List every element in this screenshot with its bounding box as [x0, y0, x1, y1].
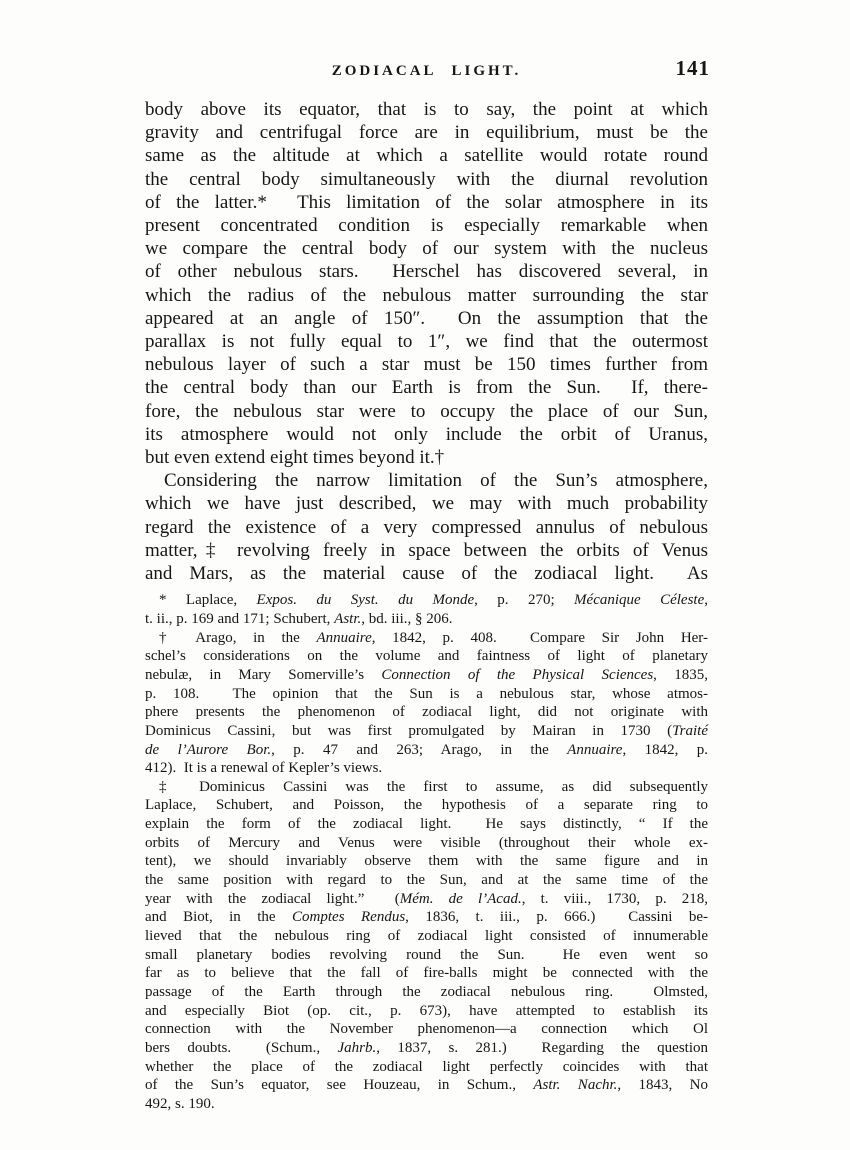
text-line	[145, 1020, 708, 1039]
text-segment: far as to believe that the fall of fire-balls might be connected with the	[145, 965, 708, 982]
text-line	[145, 908, 708, 927]
text-segment: bers doubts. (Schum.,	[145, 1040, 338, 1057]
text-line	[145, 703, 708, 722]
italic-text: Mécanique Céleste	[574, 592, 705, 609]
italic-text: Jahrb.	[337, 1040, 377, 1057]
text-segment: t. ii., p. 169 and 171; Schubert,	[145, 610, 335, 627]
text-line	[145, 1039, 708, 1058]
text-line	[145, 629, 708, 648]
text-segment: , bd. iii., § 206.	[361, 610, 453, 627]
text-segment: , t. viii., 1730, p. 218,	[521, 890, 708, 907]
text-segment: explain the form of the zodiacal light. He says distinctly, “ If the	[145, 816, 708, 833]
text-segment: tent), we should invariably observe them with the same figure and in	[145, 853, 708, 870]
text-line	[145, 98, 708, 121]
text-segment: small planetary bodies revolving round the Sun. He even went so	[145, 946, 708, 963]
text-segment: 492, s. 190.	[145, 1095, 215, 1112]
text-line	[145, 871, 708, 890]
text-line	[145, 796, 708, 815]
text-segment: matter,‡ revolving freely in space between the orbits of Venus	[145, 539, 708, 561]
text-line	[145, 666, 708, 685]
body-text	[145, 98, 708, 585]
text-segment: regard the existence of a very compressed annulus of nebulous	[145, 516, 708, 538]
paragraph	[145, 469, 708, 585]
text-segment: whether the place of the zodiacal light perfectly coincides with that	[145, 1058, 708, 1075]
text-line	[145, 469, 708, 492]
text-line	[145, 722, 708, 741]
text-segment: , 1843, No	[617, 1077, 708, 1094]
text-segment: appeared at an angle of 150″. On the assumption that the	[145, 307, 708, 329]
text-line	[145, 423, 708, 446]
text-line	[145, 1058, 708, 1077]
text-line	[145, 685, 708, 704]
text-line	[145, 330, 708, 353]
text-segment: same as the altitude at which a satellite would rotate round	[145, 145, 708, 167]
paragraph	[145, 629, 708, 778]
text-segment: ,	[704, 592, 708, 609]
text-segment: connection with the November phenomenon—a connection which Ol	[145, 1021, 708, 1038]
text-segment: passage of the Earth through the zodiacal nebulous ring. Olmsted,	[145, 984, 708, 1001]
text-line	[145, 1002, 708, 1021]
text-segment: Laplace, Schubert, and Poisson, the hypothesis of a separate ring to	[145, 797, 708, 814]
text-line	[145, 964, 708, 983]
text-segment: p. 108. The opinion that the Sun is a nebulous star, whose atmos-	[145, 685, 708, 702]
text-line	[145, 1076, 708, 1095]
text-segment: , 1836, t. iii., p. 666.) Cassini be-	[405, 909, 708, 926]
italic-text: Annuaire	[567, 741, 623, 758]
text-segment: ‡ Dominicus Cassini was the first to assume, as did subsequently	[159, 778, 708, 795]
text-line	[145, 647, 708, 666]
text-segment: schel’s considerations on the volume and faintness of light of planetary	[145, 648, 708, 665]
text-line	[145, 353, 708, 376]
text-line	[145, 307, 708, 330]
text-line	[145, 562, 708, 585]
italic-text: Astr. Nachr.	[533, 1077, 618, 1094]
text-segment: † Arago, in the	[159, 629, 317, 646]
page-title: ZODIACAL LIGHT.	[331, 63, 522, 79]
text-line	[145, 516, 708, 539]
text-segment: lieved that the nebulous ring of zodiacal light consisted of innumerable	[145, 928, 708, 945]
text-segment: orbits of Mercury and Venus were visible (throughout their whole ex-	[145, 834, 708, 851]
text-line	[145, 400, 708, 423]
italic-text: Expos. du Syst. du Monde	[256, 592, 475, 609]
text-segment: nebulæ, in Mary Somerville’s	[145, 666, 382, 683]
text-line	[145, 741, 708, 760]
text-segment: and Mars, as the material cause of the zodiacal light. As	[145, 563, 708, 585]
running-head	[145, 56, 710, 84]
text-line	[145, 927, 708, 946]
text-segment: , 1842, p. 408. Compare Sir John Her-	[371, 629, 708, 646]
text-line	[145, 834, 708, 853]
text-segment: the same position with regard to the Sun, and at the same time of the	[145, 872, 708, 889]
text-segment: of the Sun’s equator, see Houzeau, in Schum.,	[145, 1077, 534, 1094]
italic-text: Comptes Rendus	[292, 909, 406, 926]
text-line	[145, 168, 708, 191]
text-line	[145, 610, 708, 629]
text-segment: , p. 47 and 263; Arago, in the	[271, 741, 568, 758]
text-line	[145, 539, 708, 562]
italic-text: Traité	[672, 722, 708, 739]
text-line	[145, 284, 708, 307]
text-line	[145, 890, 708, 909]
text-line	[145, 446, 708, 469]
text-line	[145, 144, 708, 167]
text-line	[145, 852, 708, 871]
text-segment: we compare the central body of our system with the nucleus	[145, 238, 708, 260]
text-segment: body above its equator, that is to say, the point at which	[145, 99, 708, 120]
text-segment: its atmosphere would not only include the orbit of Uranus,	[145, 423, 708, 445]
text-segment: Considering the narrow limitation of the Sun’s atmosphere,	[164, 470, 708, 492]
text-segment: parallax is not fully equal to 1″, we find that the outermost	[145, 331, 708, 353]
paragraph	[145, 98, 708, 469]
text-line	[145, 946, 708, 965]
text-segment: of other nebulous stars. Herschel has discovered several, in	[145, 261, 708, 283]
text-segment: nebulous layer of such a star must be 150 times further from	[145, 354, 708, 376]
text-segment: and Biot, in the	[145, 909, 293, 926]
text-line	[145, 237, 708, 260]
text-segment: Dominicus Cassini, but was first promulgated by Mairan in 1730 (	[145, 722, 673, 739]
italic-text: Mém. de l’Acad.	[399, 890, 522, 907]
text-segment: year with the zodiacal light.” (	[145, 890, 400, 907]
text-segment: gravity and centrifugal force are in equilibrium, must be the	[145, 122, 708, 144]
text-line	[145, 815, 708, 834]
text-segment: , 1835,	[653, 666, 709, 683]
text-line	[145, 214, 708, 237]
text-segment: phere presents the phenomenon of zodiacal light, did not originate with	[145, 704, 708, 721]
text-segment: the central body than our Earth is from the Sun. If, there-	[145, 377, 708, 399]
text-line	[145, 983, 708, 1002]
text-segment: present concentrated condition is especially remarkable when	[145, 215, 708, 237]
italic-text: Annuaire	[316, 629, 372, 646]
footnotes	[145, 591, 708, 1113]
text-line	[145, 759, 708, 778]
text-line	[145, 1095, 708, 1114]
text-segment: , p. 270;	[474, 592, 575, 609]
text-line	[145, 121, 708, 144]
text-column	[145, 56, 710, 1114]
text-segment: , 1842, p.	[622, 741, 709, 758]
italic-text: Connection of the Physical Sciences	[381, 666, 654, 683]
text-segment: * Laplace,	[159, 592, 257, 609]
text-segment: which the radius of the nebulous matter surrounding the star	[145, 284, 708, 306]
text-segment: 412). It is a renewal of Kepler’s views.	[145, 760, 383, 777]
paragraph	[145, 778, 708, 1114]
text-segment: of the latter.* This limitation of the solar atmosphere in its	[145, 191, 708, 213]
text-line	[145, 778, 708, 797]
text-line	[145, 492, 708, 515]
text-segment: but even extend eight times beyond it.†	[145, 447, 445, 469]
italic-text: Astr.	[334, 610, 362, 627]
text-line	[145, 591, 708, 610]
text-segment: and especially Biot (op. cit., p. 673), have attempted to establish its	[145, 1002, 708, 1019]
text-segment: fore, the nebulous star were to occupy the place of our Sun,	[145, 400, 708, 422]
text-segment: which we have just described, we may with much probability	[145, 493, 708, 515]
text-segment: the central body simultaneously with the diurnal revolution	[145, 168, 708, 190]
italic-text: de l’Aurore Bor.	[145, 741, 272, 758]
text-segment: , 1837, s. 281.) Regarding the question	[376, 1040, 708, 1057]
paragraph	[145, 591, 708, 628]
text-line	[145, 191, 708, 214]
text-line	[145, 260, 708, 283]
text-line	[145, 376, 708, 399]
page-number: 141	[675, 56, 710, 80]
